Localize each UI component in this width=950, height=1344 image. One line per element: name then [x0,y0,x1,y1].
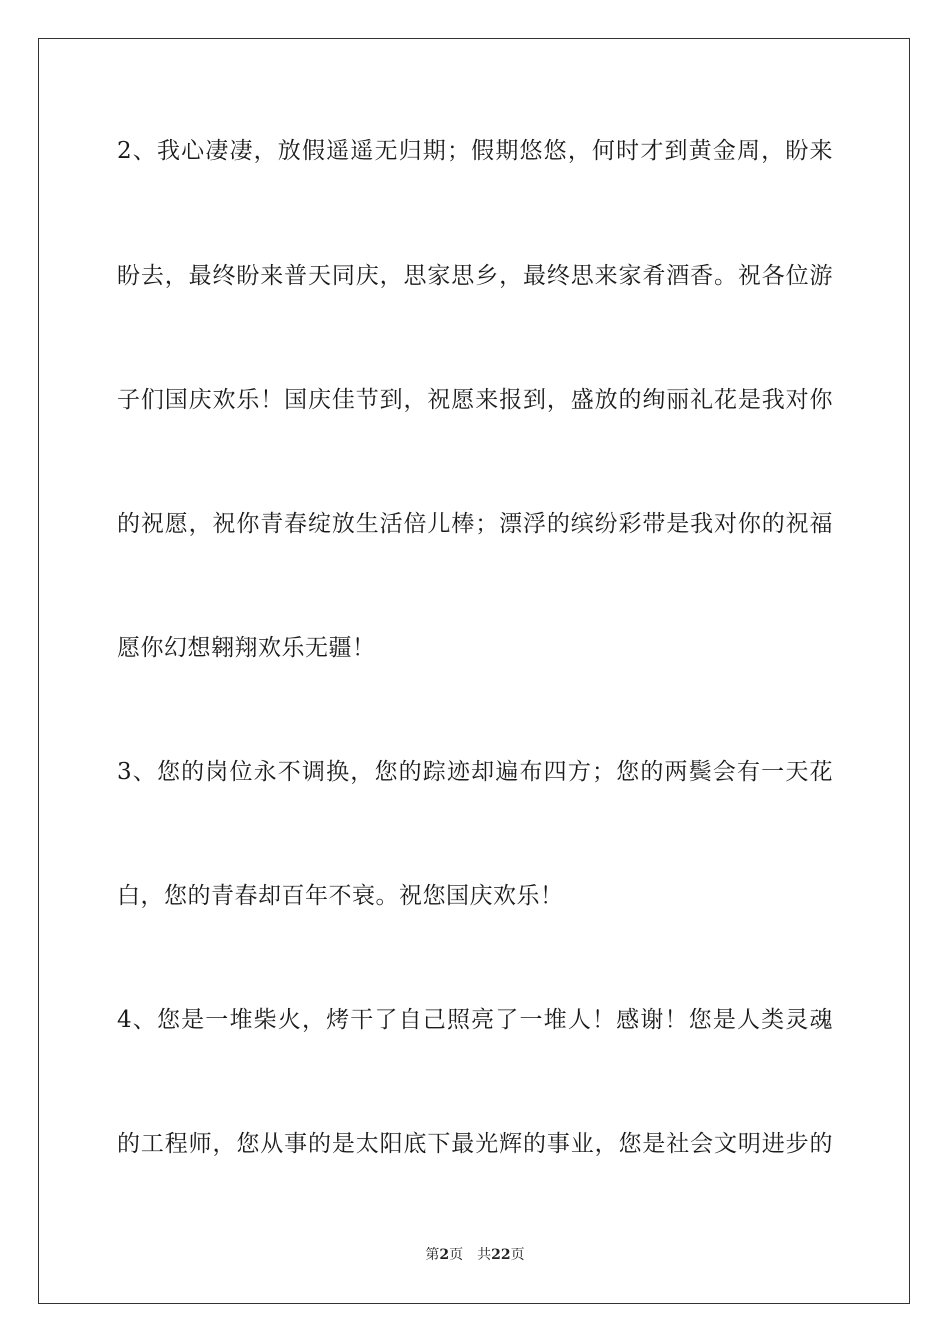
paragraph-line-2: 盼去，最终盼来普天同庆，思家思乡，最终思来家肴酒香。祝各位游 [117,263,833,289]
page-footer [0,1246,950,1264]
total-prefix: 共 [477,1247,492,1263]
paragraph-line-3: 子们国庆欢乐！国庆佳节到，祝愿来报到，盛放的绚丽礼花是我对你 [117,387,833,413]
total-pages: 22 [491,1247,511,1263]
paragraph-line-5: 愿你幻想翱翔欢乐无疆！ [117,635,376,661]
paragraph-line-9: 的工程师，您从事的是太阳底下最光辉的事业，您是社会文明进步的 [117,1131,833,1157]
paragraph-line-4: 的祝愿，祝你青春绽放生活倍儿棒；漂浮的缤纷彩带是我对你的祝福 [117,511,833,537]
paragraph-line-8: 4、您是一堆柴火，烤干了自己照亮了一堆人！感谢！您是人类灵魂 [117,1007,833,1033]
paragraph-line-6: 3、您的岗位永不调换，您的踪迹却遍布四方；您的两鬓会有一天花 [117,759,833,785]
total-suffix: 页 [510,1247,525,1263]
paragraph-line-1: 2、我心凄凄，放假遥遥无归期；假期悠悠，何时才到黄金周，盼来 [117,138,833,164]
page-suffix: 页 [449,1247,464,1263]
page-prefix: 第 [425,1247,440,1263]
paragraph-line-7: 白，您的青春却百年不衰。祝您国庆欢乐！ [117,883,564,909]
page-number: 2 [439,1247,450,1263]
page-border [38,38,910,1304]
